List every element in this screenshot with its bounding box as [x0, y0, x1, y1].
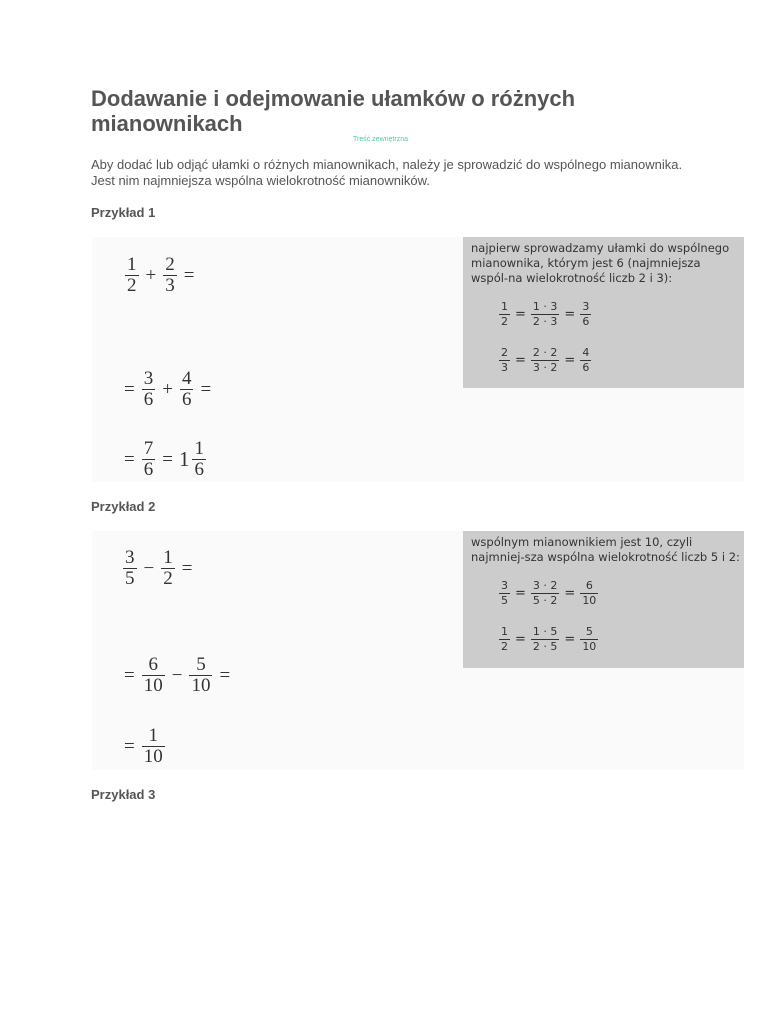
note-equation-2: $\frac{1}{2}$ = $\frac{1 \cdot 5}{2 \cdot 5}$ = $\frac{5}{10}$	[501, 625, 597, 653]
example-1-line-1: $\frac{1}{2}$ + $\frac{2}{3}$ =	[127, 254, 195, 296]
example-2-note	[463, 531, 744, 668]
example-2-heading: Przykład 2	[91, 499, 156, 514]
note-text: wspólnym mianownikiem jest 10, czyli najmniej-sza wspólna wielokrotność liczb 5 i 2:	[471, 535, 740, 564]
note-equation-1: $\frac{3}{5}$ = $\frac{3 \cdot 2}{5 \cdot 2}$ = $\frac{6}{10}$	[501, 579, 597, 607]
fraction: $\frac{3}{5}$	[125, 547, 135, 589]
example-1-line-3: = $\frac{7}{6}$ = 1 $\frac{1}{6}$	[124, 438, 204, 480]
fraction: $\frac{2}{3}$	[165, 254, 175, 296]
example-1-line-2: = $\frac{3}{6}$ + $\frac{4}{6}$ =	[124, 368, 212, 410]
external-content-link[interactable]: Treść zewnętrzna	[353, 136, 408, 143]
note-equation-2: $\frac{2}{3}$ = $\frac{2 \cdot 2}{3 \cdot 2}$ = $\frac{4}{6}$	[501, 346, 590, 374]
fraction: $\frac{3}{6}$	[143, 368, 154, 410]
intro-paragraph: Aby dodać lub odjąć ułamki o różnych mianownikach, należy je sprowadzić do wspólnego mianownika. Jest nim najmniejsza wspólna wielokrotność mianowników.	[91, 157, 683, 188]
note-text: najpierw sprowadzamy ułamki do wspólnego mianownika, którym jest 6 (najmniejsza wspól-na wielokrotność liczb 2 i 3):	[471, 241, 730, 285]
fraction: $\frac{5}{10}$	[191, 654, 211, 696]
example-3-heading: Przykład 3	[91, 787, 156, 802]
fraction: $\frac{7}{6}$	[143, 438, 154, 480]
page-title: Dodawanie i odejmowanie ułamków o różnych mianownikach	[91, 86, 576, 136]
fraction: $\frac{1}{6}$	[194, 438, 204, 480]
example-1-heading: Przykład 1	[91, 205, 156, 220]
note-equation-1: $\frac{1}{2}$ = $\frac{1 \cdot 3}{2 \cdot 3}$ = $\frac{3}{6}$	[501, 300, 590, 328]
fraction: $\frac{4}{6}$	[181, 368, 192, 410]
fraction: $\frac{1}{10}$	[143, 725, 163, 767]
example-2-line-1: $\frac{3}{5}$ − $\frac{1}{2}$ =	[125, 547, 193, 589]
fraction: $\frac{1}{2}$	[163, 547, 173, 589]
fraction: $\frac{1}{2}$	[127, 254, 137, 296]
example-2-line-3: = $\frac{1}{10}$	[124, 725, 163, 767]
example-2-line-2: = $\frac{6}{10}$ − $\frac{5}{10}$ =	[124, 654, 231, 696]
fraction: $\frac{6}{10}$	[143, 654, 163, 696]
example-1-note	[463, 237, 744, 388]
